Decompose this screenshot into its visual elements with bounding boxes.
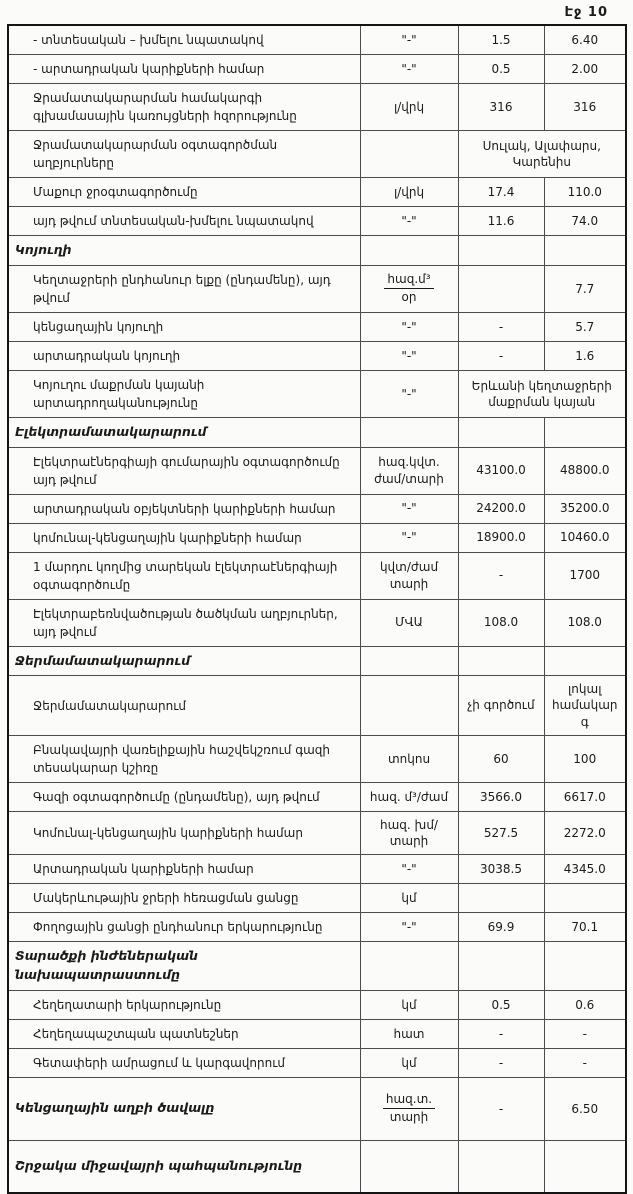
- unit-cell: [360, 1077, 458, 1140]
- indicator-cell: Ջերմամատակարարում: [8, 676, 360, 736]
- unit-cell: [360, 942, 458, 991]
- unit-fraction: [383, 1092, 435, 1126]
- unit-cell: կվտ/ժամ տարի: [360, 552, 458, 599]
- value-col2-cell: լոկալ համակարգ: [544, 676, 626, 736]
- unit-numerator: հազ.տ.: [383, 1092, 435, 1110]
- indicator-cell: Մակերևութային ջրերի հեռացման ցանցը: [8, 884, 360, 913]
- indicator-cell: կենցաղային կոյուղի: [8, 312, 360, 341]
- value-col2-cell: 10460.0: [544, 523, 626, 552]
- table-row: [8, 599, 626, 646]
- value-col1-cell: 18900.0: [458, 523, 544, 552]
- unit-cell: տոկոս: [360, 735, 458, 782]
- unit-cell: հազ.կվտ. ժամ/տարի: [360, 447, 458, 494]
- indicator-cell: Ջրամատակարարման համակարգի գլխամասային կառույցների հզորությունը: [8, 84, 360, 131]
- table-row: [8, 207, 626, 236]
- page-number: Էջ 10: [564, 5, 608, 20]
- value-col2-cell: 316: [544, 84, 626, 131]
- unit-cell: [360, 131, 458, 178]
- table-row: [8, 25, 626, 55]
- value-col1-cell: 69.9: [458, 913, 544, 942]
- unit-cell: "-": [360, 913, 458, 942]
- table-row: [8, 884, 626, 913]
- indicator-cell: Հեղեղատարի երկարությունը: [8, 990, 360, 1019]
- value-col2-cell: 110.0: [544, 178, 626, 207]
- indicator-cell: Փողոցային ցանցի ընդհանուր երկարությունը: [8, 913, 360, 942]
- value-col1-cell: [458, 646, 544, 676]
- value-col1-cell: 3566.0: [458, 782, 544, 811]
- unit-cell: կմ: [360, 1048, 458, 1077]
- value-col1-cell: [458, 236, 544, 266]
- value-col2-cell: 35200.0: [544, 494, 626, 523]
- indicator-cell: - արտադրական կարիքների համար: [8, 55, 360, 84]
- value-col2-cell: [544, 646, 626, 676]
- merged-value-cell: Երևանի կեղտաջրերի մաքրման կայան: [458, 370, 626, 417]
- section-title-cell: Շրջակա միջավայրի պահպանությունը: [8, 1140, 360, 1192]
- indicators-table: [7, 24, 627, 1194]
- unit-fraction: [384, 272, 433, 306]
- section-row: [8, 646, 626, 676]
- table-row: [8, 84, 626, 131]
- value-col1-cell: -: [458, 312, 544, 341]
- unit-cell: [360, 676, 458, 736]
- unit-denominator: օր: [401, 290, 417, 305]
- unit-denominator: տարի: [389, 1110, 429, 1125]
- section-title-cell: Կենցաղային աղբի ծավալը: [8, 1077, 360, 1140]
- section-row: [8, 942, 626, 991]
- unit-cell: "-": [360, 25, 458, 55]
- indicator-cell: Գազի օգտագործումը (ընդամենը), այդ թվում: [8, 782, 360, 811]
- value-col2-cell: -: [544, 1048, 626, 1077]
- value-col1-cell: 0.5: [458, 990, 544, 1019]
- table-row: [8, 312, 626, 341]
- value-col2-cell: 2272.0: [544, 811, 626, 854]
- section-row: [8, 417, 626, 447]
- table-row: [8, 676, 626, 736]
- value-col2-cell: 7.7: [544, 265, 626, 312]
- unit-cell: [360, 1140, 458, 1192]
- indicator-cell: Բնակավայրի վառելիքային հաշվեկշռում գազի տեսակարար կշիռը: [8, 735, 360, 782]
- value-col1-cell: [458, 417, 544, 447]
- value-col1-cell: [458, 1140, 544, 1192]
- unit-cell: "-": [360, 370, 458, 417]
- unit-cell: կմ: [360, 884, 458, 913]
- value-col1-cell: 11.6: [458, 207, 544, 236]
- value-col1-cell: [458, 265, 544, 312]
- table-row: [8, 782, 626, 811]
- value-col2-cell: 6.50: [544, 1077, 626, 1140]
- unit-cell: հատ: [360, 1019, 458, 1048]
- value-col2-cell: [544, 1140, 626, 1192]
- unit-cell: "-": [360, 855, 458, 884]
- indicator-cell: Ջրամատակարարման օգտագործման աղբյուրները: [8, 131, 360, 178]
- value-col2-cell: 70.1: [544, 913, 626, 942]
- value-col1-cell: 60: [458, 735, 544, 782]
- table-row: [8, 1048, 626, 1077]
- indicator-cell: Կոյուղու մաքրման կայանի արտադրողականությունը: [8, 370, 360, 417]
- value-col2-cell: 48800.0: [544, 447, 626, 494]
- table-row: [8, 494, 626, 523]
- indicator-cell: արտադրական կոյուղի: [8, 341, 360, 370]
- unit-numerator: հազ.մ³: [384, 272, 433, 290]
- value-col1-cell: 108.0: [458, 599, 544, 646]
- value-col2-cell: [544, 236, 626, 266]
- indicator-cell: Արտադրական կարիքների համար: [8, 855, 360, 884]
- unit-cell: լ/վրկ: [360, 178, 458, 207]
- table-row: [8, 552, 626, 599]
- value-col2-cell: -: [544, 1019, 626, 1048]
- table-row: [8, 855, 626, 884]
- indicator-cell: - տնտեսական – խմելու նպատակով: [8, 25, 360, 55]
- unit-cell: ՄՎԱ: [360, 599, 458, 646]
- section-row: [8, 236, 626, 266]
- value-col1-cell: 0.5: [458, 55, 544, 84]
- indicator-cell: Մաքուր ջրօգտագործումը: [8, 178, 360, 207]
- value-col2-cell: 108.0: [544, 599, 626, 646]
- value-col1-cell: չի գործում: [458, 676, 544, 736]
- indicator-cell: Կոմունալ-կենցաղային կարիքների համար: [8, 811, 360, 854]
- value-col2-cell: 2.00: [544, 55, 626, 84]
- value-col1-cell: 17.4: [458, 178, 544, 207]
- unit-cell: կմ: [360, 990, 458, 1019]
- value-col1-cell: [458, 942, 544, 991]
- value-col1-cell: 3038.5: [458, 855, 544, 884]
- indicator-cell: կոմունալ-կենցաղային կարիքների համար: [8, 523, 360, 552]
- value-col1-cell: -: [458, 1048, 544, 1077]
- unit-cell: "-": [360, 207, 458, 236]
- indicator-cell: արտադրական օբյեկտների կարիքների համար: [8, 494, 360, 523]
- value-col1-cell: -: [458, 552, 544, 599]
- unit-cell: հազ. մ³/ժամ: [360, 782, 458, 811]
- section-title-cell: Կոյուղի: [8, 236, 360, 266]
- value-col2-cell: [544, 942, 626, 991]
- table-row: [8, 735, 626, 782]
- value-col1-cell: -: [458, 341, 544, 370]
- indicator-cell: Գետափերի ամրացում և կարգավորում: [8, 1048, 360, 1077]
- indicator-cell: Կեղտաջրերի ընդհանուր ելքը (ընդամենը), այդ թվում: [8, 265, 360, 312]
- section-row: [8, 1077, 626, 1140]
- indicator-cell: Էլեկտրաէներգիայի գումարային օգտագործումը այդ թվում: [8, 447, 360, 494]
- value-col2-cell: 1700: [544, 552, 626, 599]
- section-title-cell: Ջերմամատակարարում: [8, 646, 360, 676]
- value-col2-cell: 1.6: [544, 341, 626, 370]
- value-col2-cell: 74.0: [544, 207, 626, 236]
- value-col1-cell: 1.5: [458, 25, 544, 55]
- unit-cell: "-": [360, 494, 458, 523]
- value-col1-cell: [458, 884, 544, 913]
- unit-cell: լ/վրկ: [360, 84, 458, 131]
- table-row: [8, 341, 626, 370]
- section-title-cell: Տարածքի ինժեներական նախապատրաստումը: [8, 942, 360, 991]
- table-row: [8, 131, 626, 178]
- value-col2-cell: 6.40: [544, 25, 626, 55]
- indicator-cell: Հեղեղապաշտպան պատնեշներ: [8, 1019, 360, 1048]
- unit-cell: հազ. խմ/տարի: [360, 811, 458, 854]
- value-col2-cell: 6617.0: [544, 782, 626, 811]
- table-row: [8, 370, 626, 417]
- table-row: [8, 990, 626, 1019]
- indicators-table-body: [8, 25, 626, 1193]
- table-row: [8, 55, 626, 84]
- unit-cell: [360, 417, 458, 447]
- indicator-cell: այդ թվում տնտեսական-խմելու նպատակով: [8, 207, 360, 236]
- unit-cell: [360, 646, 458, 676]
- table-row: [8, 811, 626, 854]
- unit-cell: "-": [360, 341, 458, 370]
- value-col1-cell: 316: [458, 84, 544, 131]
- indicator-cell: 1 մարդու կողմից տարեկան էլեկտրաէներգիայի օգտագործումը: [8, 552, 360, 599]
- value-col2-cell: 0.6: [544, 990, 626, 1019]
- section-title-cell: Էլեկտրամատակարարում: [8, 417, 360, 447]
- table-row: [8, 447, 626, 494]
- value-col1-cell: -: [458, 1019, 544, 1048]
- indicator-cell: Էլեկտրաբեռնվածության ծածկման աղբյուրներ, այդ թվում: [8, 599, 360, 646]
- value-col1-cell: 527.5: [458, 811, 544, 854]
- unit-cell: [360, 236, 458, 266]
- value-col2-cell: 100: [544, 735, 626, 782]
- table-row: [8, 1019, 626, 1048]
- value-col2-cell: 4345.0: [544, 855, 626, 884]
- table-row: [8, 178, 626, 207]
- value-col2-cell: [544, 417, 626, 447]
- value-col2-cell: 5.7: [544, 312, 626, 341]
- value-col1-cell: -: [458, 1077, 544, 1140]
- table-row: [8, 913, 626, 942]
- value-col2-cell: [544, 884, 626, 913]
- value-col1-cell: 24200.0: [458, 494, 544, 523]
- merged-value-cell: Սուլակ, Ալափարս, Կարենիս: [458, 131, 626, 178]
- value-col1-cell: 43100.0: [458, 447, 544, 494]
- unit-cell: "-": [360, 523, 458, 552]
- table-row: [8, 523, 626, 552]
- unit-cell: "-": [360, 312, 458, 341]
- table-row: [8, 265, 626, 312]
- unit-cell: "-": [360, 55, 458, 84]
- unit-cell: [360, 265, 458, 312]
- section-row: [8, 1140, 626, 1192]
